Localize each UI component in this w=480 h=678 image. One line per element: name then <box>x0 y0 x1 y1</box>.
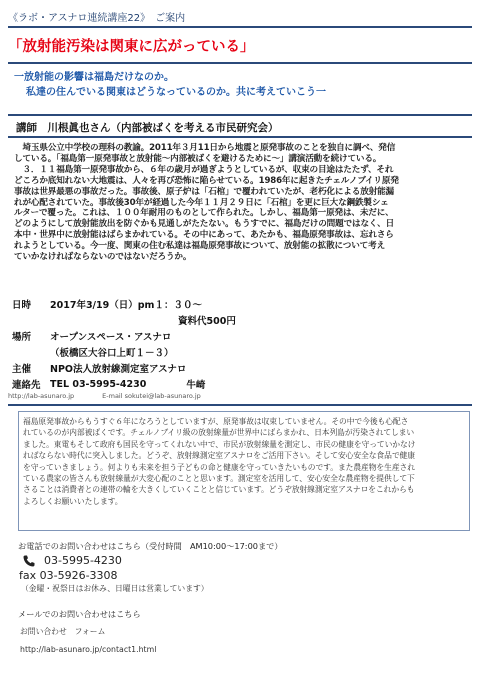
body-line: ルターで覆った。これは、１００年耐用のものとして作られた。しかし、福島第一原発は、未だに、 <box>14 208 394 219</box>
notice-line: を守っていきましょう。何よりも未来を担う子どもの命と健康を守っていきたいものです。また農産物を生産され <box>23 462 415 472</box>
hours-note: （金曜・祝祭日はお休み、日曜日は営業しています） <box>21 584 209 593</box>
body-line: 本中・世界中に放射能はばらまかれている。その中にあって、あたかも、福島原発事故は、忘れさら <box>14 230 394 241</box>
body-line: ３．１１福島第一原発事故から、６年の歳月が過ぎようとしているが、収束の目途はたたず、それ <box>14 164 394 175</box>
place-address: （板橋区大谷口上町１－３） <box>50 348 174 359</box>
body-line: ていかなければならないのではないだろうか。 <box>14 252 192 263</box>
date-row <box>12 296 468 312</box>
body-line: どのようにして放射能放出を防ぐかも見通しがたたない。もうすでに、福島だけの問題ではなく、日 <box>14 219 395 230</box>
contact-section <box>18 540 470 656</box>
event-info <box>12 296 468 392</box>
host-label: 主催 <box>12 364 32 375</box>
phone-icon <box>22 553 36 567</box>
fee-value: 資料代500円 <box>178 316 236 327</box>
lead-line-1: 一放射能の影響は福島だけなのか。 <box>14 72 174 83</box>
email-link[interactable]: E-mail sokutei@lab-asunaro.jp <box>102 392 201 400</box>
contact-label: 連絡先 <box>12 380 41 391</box>
contact-row <box>12 376 468 392</box>
phone-row <box>18 552 470 568</box>
notice-line: よろしくお願いいたします。 <box>23 496 123 506</box>
notice-box <box>18 411 470 531</box>
date-value: 2017年3/19（日）pm１：３０～ <box>50 300 202 311</box>
host-value: NPO法人放射線測定室アスナロ <box>50 364 187 375</box>
contact-form-label: お問い合わせ フォーム <box>20 627 106 636</box>
series-header-text: 《ラボ・アスナロ連続講座22》 ご案内 <box>8 13 186 24</box>
notice-line: れているのが内部被ばくです。チェルノブイリ級の放射線量が世界中にばらまかれ、日本列島が汚染されてしまい <box>23 428 415 438</box>
body-line: 埼玉県公立中学校の理科の教諭。2011年３月11日から地震と原発事故のことを独自に調べ、発信 <box>14 143 396 153</box>
place-row <box>12 328 468 344</box>
notice-line: さることは消費者との連帯の輪を大きくしていくことと信じています。どうぞ放射線測定室アスナロをこれからも <box>23 485 415 495</box>
phone-number[interactable]: 03-5995-4230 <box>44 553 122 567</box>
notice-line: 福島原発事故からもうすぐ６年になろうとしていますが、原発事故は収束していません。その中で今後も心配さ <box>23 417 409 426</box>
phone-heading: お電話でのお問い合わせはこちら（受付時間 AM10:00～17:00まで） <box>18 541 283 551</box>
date-label: 日時 <box>12 300 32 311</box>
body-line: している。「福島第一原発事故と放射能～内部被ばくを避けるために～」講演活動を続けている。 <box>14 153 382 164</box>
mail-heading: メールでのお問い合わせはこちら <box>18 609 141 619</box>
address-row <box>12 344 468 360</box>
lead-text <box>14 70 470 100</box>
contact-form-link[interactable]: http://lab-asunaro.jp/contact1.html <box>20 645 157 654</box>
body-line: れが心配されていた。事故後30年が経過した今年１１月２９日に「石棺」を更に巨大な鋼鉄製シェ <box>14 197 389 208</box>
place-label: 場所 <box>12 332 32 343</box>
lecturer-box <box>8 114 472 138</box>
place-value: オープンスペース・アスナロ <box>50 332 172 343</box>
body-line: どころか底知れない大地震は、人々を再び恐怖に陥らせている。1986年に起きたチェルノブイリ原発 <box>14 175 399 186</box>
fax-number: fax 03-5926-3308 <box>19 569 118 582</box>
notice-line: ている農家の皆さんも放射線量が大変心配のことと思います。測定室を活用して、安心安全な農産物を提供して下 <box>23 474 415 484</box>
body-paragraph <box>14 143 470 263</box>
lead-line-2: 私達の住んでいる関東はどうなっているのか。共に考えていこう一 <box>26 87 326 98</box>
series-header <box>8 6 472 28</box>
body-line: 事故は世界最悪の事故だった。事故後、原子炉は「石棺」で覆われていたが、老朽化による放射能漏 <box>14 186 394 197</box>
host-row <box>12 360 468 376</box>
notice-line: ました。東電もそして政府も国民を守ってくれない中で、市民が放射線量を測定し、市民の健康を守っていかなけ <box>23 439 416 449</box>
fee-row <box>12 312 468 328</box>
body-line: れようとしている。今一度、関東の住む私達は福島原発事故について、放射能の拡散について考え <box>14 241 386 252</box>
contact-name: 牛崎 <box>186 380 206 391</box>
lecturer-text: 講師 川根眞也さん（内部被ばくを考える市民研究会） <box>16 122 279 134</box>
page-title: 「放射能汚染は関東に広がっている」 <box>8 39 255 55</box>
contact-tel: TEL 03-5995-4230 <box>50 378 147 390</box>
website-link[interactable]: http://lab-asunaro.jp <box>8 392 75 400</box>
url-bar <box>8 392 472 406</box>
title-box <box>8 36 472 64</box>
notice-line: ればならない時代に突入しました。どうぞ、放射線測定室アスナロをご活用下さい。そして安心安全な食品で健康 <box>23 451 415 461</box>
